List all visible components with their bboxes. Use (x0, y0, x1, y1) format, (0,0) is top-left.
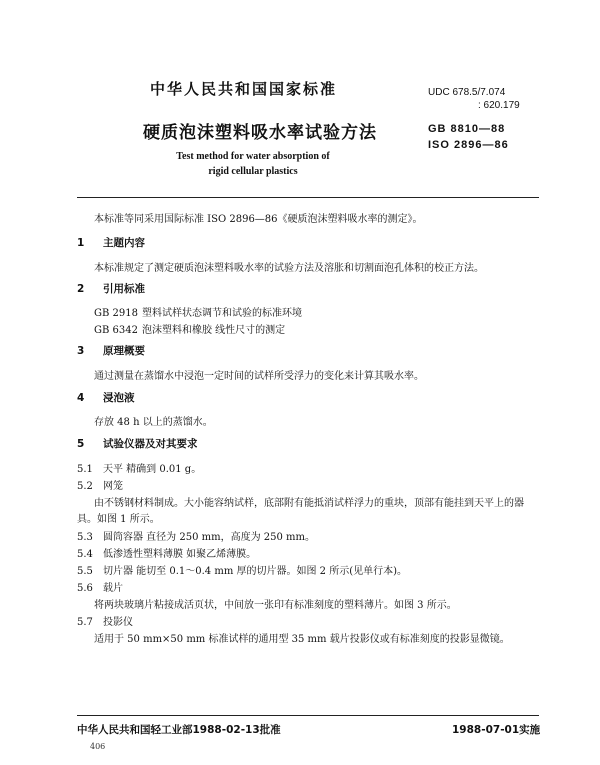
clause-text: 网笼 (103, 481, 123, 492)
section-title: 浸泡液 (103, 392, 135, 404)
section-3-text: 通过测量在蒸馏水中浸泡一定时间的试样所受浮力的变化来计算其吸水率。 (94, 371, 424, 382)
reference-text: 塑料试样状态调节和试验的标准环境 (142, 308, 302, 319)
reference-code: GB 2918 (94, 308, 138, 319)
clause-number: 5.6 (77, 583, 93, 594)
reference-item (94, 321, 285, 336)
clause-text: 载片 (103, 583, 123, 594)
clause-text: 圆筒容器 直径为 250 mm，高度为 250 mm。 (103, 532, 315, 543)
english-title-line1: Test method for water absorption of (176, 151, 330, 162)
section-number: 5 (77, 438, 85, 450)
section-2-heading (77, 281, 145, 296)
clause-number: 5.1 (77, 464, 93, 475)
document-title: 硬质泡沫塑料吸水率试验方法 (143, 123, 377, 143)
section-4-heading (77, 390, 135, 405)
header-rule (77, 197, 539, 198)
clause-text: 投影仪 (103, 617, 133, 628)
clause-5-2 (77, 477, 123, 492)
clause-5-2-text-cont: 具。如图 1 所示。 (77, 514, 160, 525)
section-number: 1 (77, 237, 85, 249)
section-title: 试验仪器及对其要求 (103, 438, 198, 450)
section-title: 引用标准 (103, 283, 145, 295)
clause-5-6-text: 将两块玻璃片粘接成活页状，中间放一张印有标准刻度的塑料薄片。如图 3 所示。 (94, 600, 457, 611)
clause-5-2-text: 由不锈钢材料制成。大小能容纳试样，底部附有能抵消试样浮力的重块，顶部有能挂到天平上的器 (94, 498, 524, 509)
clause-5-6 (77, 579, 123, 594)
iso-code: ISO 2896—86 (428, 139, 509, 151)
clause-number: 5.2 (77, 481, 93, 492)
clause-5-7 (77, 613, 133, 628)
section-number: 4 (77, 392, 85, 404)
clause-5-3 (77, 528, 315, 543)
section-4-text: 存放 48 h 以上的蒸馏水。 (94, 417, 213, 428)
clause-5-7-text: 适用于 50 mm×50 mm 标准试样的通用型 35 mm 载片投影仪或有标准刻度的投影显微镜。 (94, 634, 510, 645)
clause-5-4 (77, 545, 256, 560)
implementation-date: 1988-07-01实施 (452, 724, 541, 736)
section-number: 2 (77, 283, 85, 295)
udc-code: UDC 678.5/7.074 (428, 87, 506, 98)
reference-code: GB 6342 (94, 325, 138, 336)
section-title: 主题内容 (103, 237, 145, 249)
clause-number: 5.4 (77, 549, 93, 560)
clause-number: 5.3 (77, 532, 93, 543)
section-1-heading (77, 235, 145, 250)
section-number: 3 (77, 345, 85, 357)
page-number: 406 (90, 742, 106, 751)
clause-text: 切片器 能切至 0.1～0.4 mm 厚的切片器。如图 2 所示(见单行本)。 (103, 566, 408, 577)
reference-text: 泡沫塑料和橡胶 线性尺寸的测定 (142, 325, 286, 336)
approval-line: 中华人民共和国轻工业部1988-02-13批准 (77, 724, 281, 736)
gb-code: GB 8810—88 (428, 123, 506, 135)
clause-5-1 (77, 460, 201, 475)
section-5-heading (77, 436, 198, 451)
section-3-heading (77, 343, 145, 358)
footer-rule (77, 715, 539, 716)
english-title-line2: rigid cellular plastics (208, 166, 298, 177)
reference-item (94, 304, 302, 319)
section-title: 原理概要 (103, 345, 145, 357)
udc-code-continued: : 620.179 (478, 100, 520, 111)
section-1-text: 本标准规定了测定硬质泡沫塑料吸水率的试验方法及溶胀和切割面泡孔体积的校正方法。 (94, 263, 484, 274)
clause-text: 天平 精确到 0.01 g。 (103, 464, 202, 475)
clause-text: 低渗透性塑料薄膜 如聚乙烯薄膜。 (103, 549, 257, 560)
intro-text: 本标准等同采用国际标准 ISO 2896—86《硬质泡沫塑料吸水率的测定》。 (94, 214, 423, 225)
clause-number: 5.7 (77, 617, 93, 628)
clause-number: 5.5 (77, 566, 93, 577)
clause-5-5 (77, 562, 407, 577)
standard-title: 中华人民共和国国家标准 (150, 80, 338, 98)
